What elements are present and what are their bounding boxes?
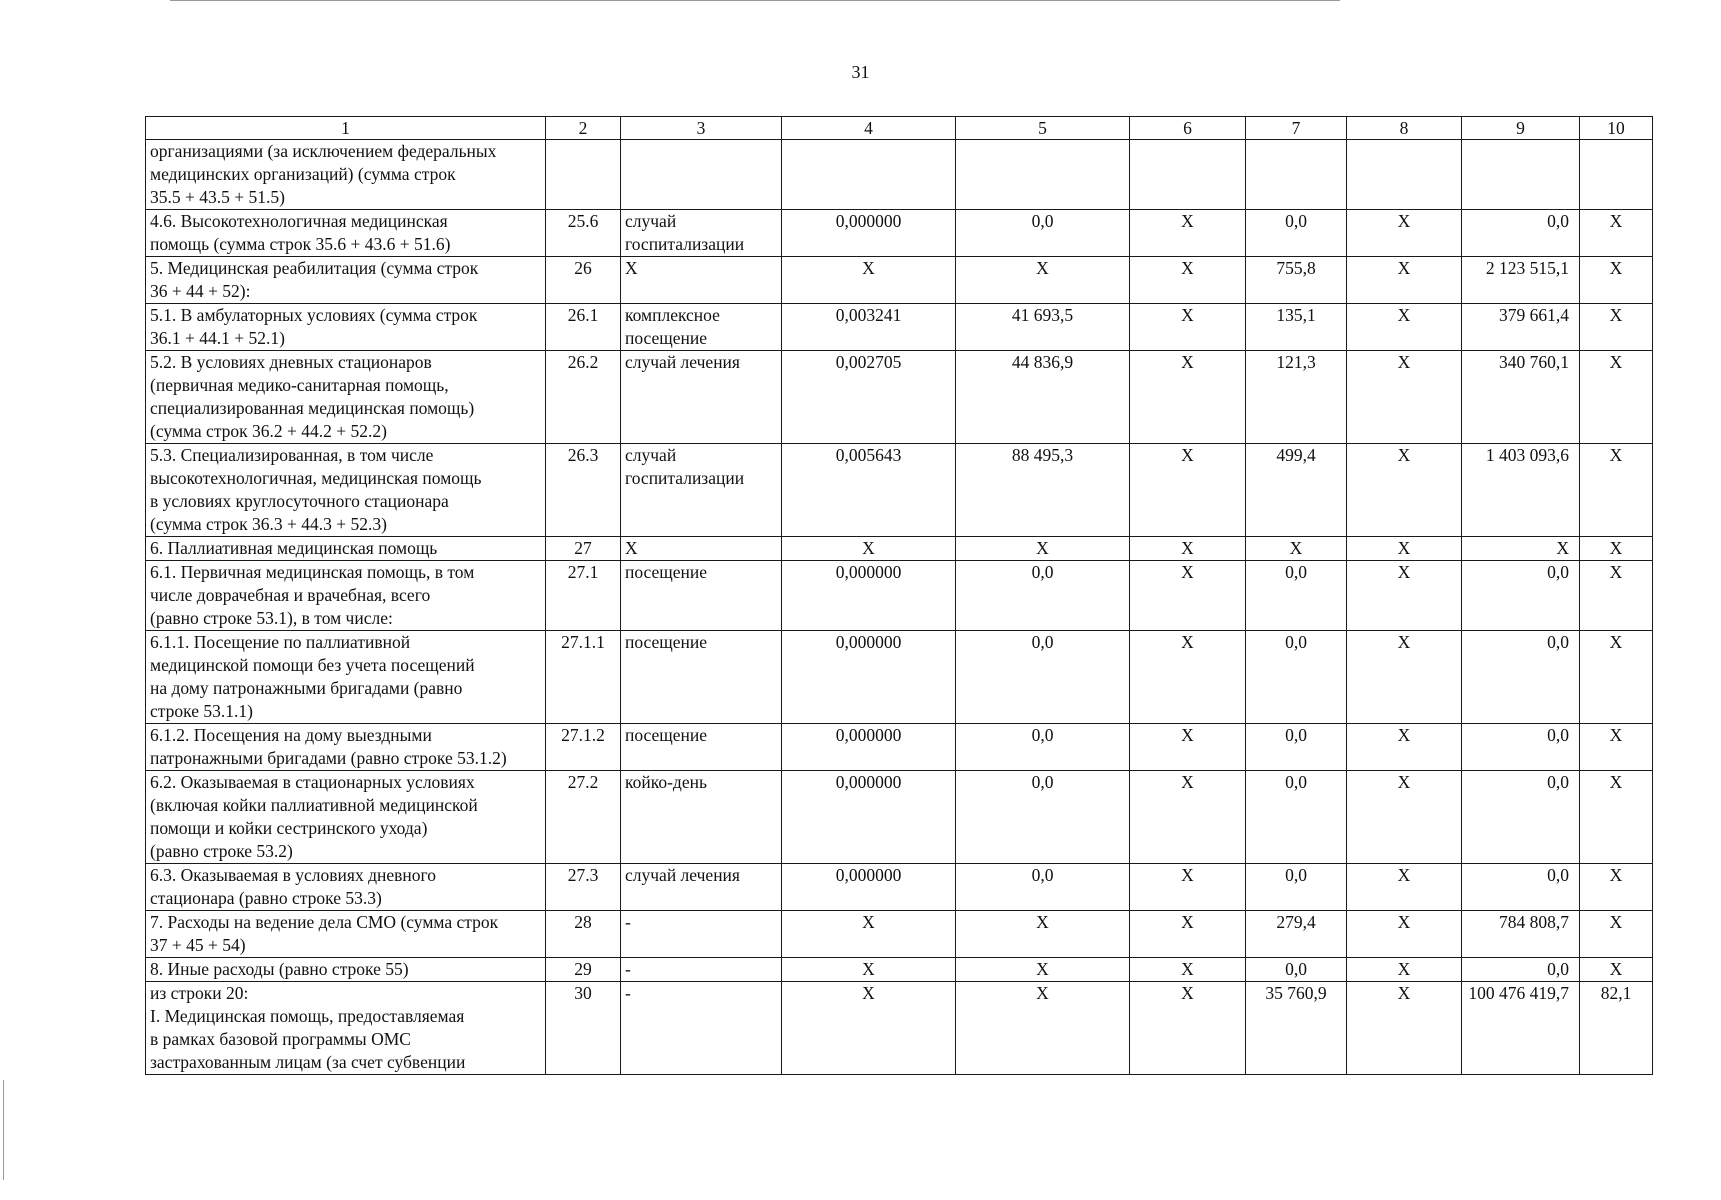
col-6-value: X bbox=[1130, 958, 1246, 982]
row-description: организациями (за исключением федеральных медицинских организаций) (сумма строк 35.5 + 43.5 + 51.5) bbox=[146, 140, 546, 210]
unit-of-measure: - bbox=[621, 958, 782, 982]
table-row bbox=[146, 561, 1653, 631]
col-7-value: 755,8 bbox=[1246, 257, 1347, 304]
column-header: 2 bbox=[546, 117, 621, 140]
unit-of-measure: случай лечения bbox=[621, 864, 782, 911]
col-9-value: 0,0 bbox=[1462, 771, 1580, 864]
col-9-value: 0,0 bbox=[1462, 724, 1580, 771]
col-9-value: 0,0 bbox=[1462, 958, 1580, 982]
col-7-value: 0,0 bbox=[1246, 724, 1347, 771]
unit-of-measure: - bbox=[621, 911, 782, 958]
col-7-value: 0,0 bbox=[1246, 958, 1347, 982]
col-5-value: 0,0 bbox=[956, 561, 1130, 631]
unit-of-measure: X bbox=[621, 537, 782, 561]
col-8-value: X bbox=[1347, 724, 1462, 771]
row-description: 5.1. В амбулаторных условиях (сумма строк 36.1 + 44.1 + 52.1) bbox=[146, 304, 546, 351]
unit-of-measure bbox=[621, 140, 782, 210]
col-4-value bbox=[782, 140, 956, 210]
row-code: 26.2 bbox=[546, 351, 621, 444]
row-code bbox=[546, 140, 621, 210]
table-row bbox=[146, 911, 1653, 958]
row-code: 27 bbox=[546, 537, 621, 561]
col-4-value: 0,000000 bbox=[782, 210, 956, 257]
table-header-row bbox=[146, 117, 1653, 140]
scan-artifact-left-edge bbox=[3, 1080, 4, 1180]
col-10-value: X bbox=[1580, 771, 1653, 864]
row-code: 27.3 bbox=[546, 864, 621, 911]
col-9-value: X bbox=[1462, 537, 1580, 561]
unit-of-measure: случай госпитализации bbox=[621, 444, 782, 537]
col-6-value: X bbox=[1130, 771, 1246, 864]
row-description: 6.1. Первичная медицинская помощь, в том числе доврачебная и врачебная, всего (равно строке 53.1), в том числе: bbox=[146, 561, 546, 631]
col-5-value: 44 836,9 bbox=[956, 351, 1130, 444]
col-10-value bbox=[1580, 140, 1653, 210]
col-6-value: X bbox=[1130, 724, 1246, 771]
row-description: 5.3. Специализированная, в том числе высокотехнологичная, медицинская помощь в условиях круглосуточного стационара (сумма строк 36.3 + 44.3 + 52.3) bbox=[146, 444, 546, 537]
row-description: 6.1.1. Посещение по паллиативной медицинской помощи без учета посещений на дому патронажными бригадами (равно строке 53.1.1) bbox=[146, 631, 546, 724]
col-4-value: 0,005643 bbox=[782, 444, 956, 537]
col-9-value: 340 760,1 bbox=[1462, 351, 1580, 444]
col-4-value: 0,000000 bbox=[782, 561, 956, 631]
col-6-value: X bbox=[1130, 537, 1246, 561]
table-row bbox=[146, 982, 1653, 1075]
col-7-value: 135,1 bbox=[1246, 304, 1347, 351]
row-description: 5.2. В условиях дневных стационаров (первичная медико-санитарная помощь, специализированная медицинская помощь) (сумма строк 36.2 + 44.2 + 52.2) bbox=[146, 351, 546, 444]
col-9-value: 784 808,7 bbox=[1462, 911, 1580, 958]
column-header: 7 bbox=[1246, 117, 1347, 140]
col-10-value: X bbox=[1580, 257, 1653, 304]
col-10-value: X bbox=[1580, 561, 1653, 631]
row-description: 6.1.2. Посещения на дому выездными патронажными бригадами (равно строке 53.1.2) bbox=[146, 724, 546, 771]
col-4-value: X bbox=[782, 537, 956, 561]
col-9-value: 100 476 419,7 bbox=[1462, 982, 1580, 1075]
col-6-value: X bbox=[1130, 911, 1246, 958]
col-6-value bbox=[1130, 140, 1246, 210]
col-6-value: X bbox=[1130, 304, 1246, 351]
unit-of-measure: X bbox=[621, 257, 782, 304]
col-7-value: 35 760,9 bbox=[1246, 982, 1347, 1075]
col-4-value: X bbox=[782, 982, 956, 1075]
col-4-value: 0,000000 bbox=[782, 864, 956, 911]
col-10-value: X bbox=[1580, 537, 1653, 561]
unit-of-measure: случай госпитализации bbox=[621, 210, 782, 257]
unit-of-measure: - bbox=[621, 982, 782, 1075]
col-6-value: X bbox=[1130, 561, 1246, 631]
col-5-value: 0,0 bbox=[956, 864, 1130, 911]
column-header: 3 bbox=[621, 117, 782, 140]
column-header: 9 bbox=[1462, 117, 1580, 140]
col-5-value: X bbox=[956, 911, 1130, 958]
col-5-value: X bbox=[956, 537, 1130, 561]
col-10-value: 82,1 bbox=[1580, 982, 1653, 1075]
col-9-value: 379 661,4 bbox=[1462, 304, 1580, 351]
col-5-value: 0,0 bbox=[956, 771, 1130, 864]
col-7-value: 0,0 bbox=[1246, 631, 1347, 724]
row-code: 27.1.1 bbox=[546, 631, 621, 724]
col-9-value: 0,0 bbox=[1462, 210, 1580, 257]
col-8-value: X bbox=[1347, 771, 1462, 864]
col-8-value: X bbox=[1347, 304, 1462, 351]
row-description: 7. Расходы на ведение дела СМО (сумма строк 37 + 45 + 54) bbox=[146, 911, 546, 958]
col-7-value: 0,0 bbox=[1246, 771, 1347, 864]
col-4-value: 0,003241 bbox=[782, 304, 956, 351]
table-row bbox=[146, 444, 1653, 537]
row-description: 6. Паллиативная медицинская помощь bbox=[146, 537, 546, 561]
col-10-value: X bbox=[1580, 724, 1653, 771]
table-body bbox=[146, 117, 1653, 1075]
row-code: 30 bbox=[546, 982, 621, 1075]
col-4-value: 0,002705 bbox=[782, 351, 956, 444]
col-6-value: X bbox=[1130, 631, 1246, 724]
col-5-value: 0,0 bbox=[956, 210, 1130, 257]
scan-artifact-top bbox=[170, 0, 1340, 1]
col-5-value: 0,0 bbox=[956, 724, 1130, 771]
column-header: 5 bbox=[956, 117, 1130, 140]
column-header: 6 bbox=[1130, 117, 1246, 140]
col-10-value: X bbox=[1580, 304, 1653, 351]
column-header: 8 bbox=[1347, 117, 1462, 140]
col-9-value: 0,0 bbox=[1462, 864, 1580, 911]
column-header: 1 bbox=[146, 117, 546, 140]
col-5-value: 0,0 bbox=[956, 631, 1130, 724]
col-8-value: X bbox=[1347, 257, 1462, 304]
col-4-value: 0,000000 bbox=[782, 631, 956, 724]
col-5-value: X bbox=[956, 982, 1130, 1075]
col-5-value: 41 693,5 bbox=[956, 304, 1130, 351]
table-row bbox=[146, 140, 1653, 210]
col-5-value: X bbox=[956, 257, 1130, 304]
col-8-value: X bbox=[1347, 351, 1462, 444]
col-10-value: X bbox=[1580, 911, 1653, 958]
row-code: 27.1 bbox=[546, 561, 621, 631]
data-table bbox=[145, 116, 1653, 1075]
row-code: 29 bbox=[546, 958, 621, 982]
col-8-value: X bbox=[1347, 864, 1462, 911]
col-8-value: X bbox=[1347, 537, 1462, 561]
col-5-value bbox=[956, 140, 1130, 210]
col-7-value: 0,0 bbox=[1246, 210, 1347, 257]
unit-of-measure: комплексное посещение bbox=[621, 304, 782, 351]
table-row bbox=[146, 304, 1653, 351]
table-row bbox=[146, 257, 1653, 304]
col-8-value: X bbox=[1347, 444, 1462, 537]
col-8-value: X bbox=[1347, 911, 1462, 958]
row-description: 4.6. Высокотехнологичная медицинская помощь (сумма строк 35.6 + 43.6 + 51.6) bbox=[146, 210, 546, 257]
page-number: 31 bbox=[851, 62, 870, 82]
unit-of-measure: койко-день bbox=[621, 771, 782, 864]
col-7-value bbox=[1246, 140, 1347, 210]
col-6-value: X bbox=[1130, 257, 1246, 304]
col-9-value: 2 123 515,1 bbox=[1462, 257, 1580, 304]
unit-of-measure: посещение bbox=[621, 724, 782, 771]
col-8-value: X bbox=[1347, 210, 1462, 257]
col-7-value: 121,3 bbox=[1246, 351, 1347, 444]
col-5-value: 88 495,3 bbox=[956, 444, 1130, 537]
row-description: из строки 20: I. Медицинская помощь, предоставляемая в рамках базовой программы ОМС застрахованным лицам (за счет субвенции bbox=[146, 982, 546, 1075]
col-7-value: 279,4 bbox=[1246, 911, 1347, 958]
table-row bbox=[146, 958, 1653, 982]
col-8-value: X bbox=[1347, 958, 1462, 982]
unit-of-measure: случай лечения bbox=[621, 351, 782, 444]
unit-of-measure: посещение bbox=[621, 631, 782, 724]
row-code: 27.1.2 bbox=[546, 724, 621, 771]
col-4-value: X bbox=[782, 911, 956, 958]
row-code: 26.1 bbox=[546, 304, 621, 351]
col-10-value: X bbox=[1580, 210, 1653, 257]
row-description: 8. Иные расходы (равно строке 55) bbox=[146, 958, 546, 982]
row-description: 5. Медицинская реабилитация (сумма строк 36 + 44 + 52): bbox=[146, 257, 546, 304]
col-8-value: X bbox=[1347, 561, 1462, 631]
column-header: 10 bbox=[1580, 117, 1653, 140]
col-10-value: X bbox=[1580, 444, 1653, 537]
row-code: 26.3 bbox=[546, 444, 621, 537]
table-row bbox=[146, 351, 1653, 444]
col-8-value bbox=[1347, 140, 1462, 210]
unit-of-measure: посещение bbox=[621, 561, 782, 631]
row-code: 28 bbox=[546, 911, 621, 958]
col-9-value: 0,0 bbox=[1462, 631, 1580, 724]
col-6-value: X bbox=[1130, 982, 1246, 1075]
col-9-value bbox=[1462, 140, 1580, 210]
table-row bbox=[146, 771, 1653, 864]
table-row bbox=[146, 210, 1653, 257]
col-7-value: 0,0 bbox=[1246, 864, 1347, 911]
col-9-value: 0,0 bbox=[1462, 561, 1580, 631]
col-8-value: X bbox=[1347, 982, 1462, 1075]
row-description: 6.2. Оказываемая в стационарных условиях (включая койки паллиативной медицинской помощи и койки сестринского ухода) (равно строке 53.2) bbox=[146, 771, 546, 864]
column-header: 4 bbox=[782, 117, 956, 140]
col-9-value: 1 403 093,6 bbox=[1462, 444, 1580, 537]
col-7-value: 0,0 bbox=[1246, 561, 1347, 631]
col-10-value: X bbox=[1580, 958, 1653, 982]
col-6-value: X bbox=[1130, 210, 1246, 257]
row-code: 26 bbox=[546, 257, 621, 304]
table-row bbox=[146, 864, 1653, 911]
col-4-value: 0,000000 bbox=[782, 724, 956, 771]
col-4-value: X bbox=[782, 958, 956, 982]
col-10-value: X bbox=[1580, 631, 1653, 724]
col-6-value: X bbox=[1130, 864, 1246, 911]
col-8-value: X bbox=[1347, 631, 1462, 724]
table-row bbox=[146, 631, 1653, 724]
col-7-value: X bbox=[1246, 537, 1347, 561]
col-10-value: X bbox=[1580, 351, 1653, 444]
col-6-value: X bbox=[1130, 351, 1246, 444]
table-row bbox=[146, 537, 1653, 561]
col-10-value: X bbox=[1580, 864, 1653, 911]
col-4-value: X bbox=[782, 257, 956, 304]
col-5-value: X bbox=[956, 958, 1130, 982]
row-code: 25.6 bbox=[546, 210, 621, 257]
col-7-value: 499,4 bbox=[1246, 444, 1347, 537]
row-code: 27.2 bbox=[546, 771, 621, 864]
row-description: 6.3. Оказываемая в условиях дневного стационара (равно строке 53.3) bbox=[146, 864, 546, 911]
col-4-value: 0,000000 bbox=[782, 771, 956, 864]
col-6-value: X bbox=[1130, 444, 1246, 537]
table-row bbox=[146, 724, 1653, 771]
